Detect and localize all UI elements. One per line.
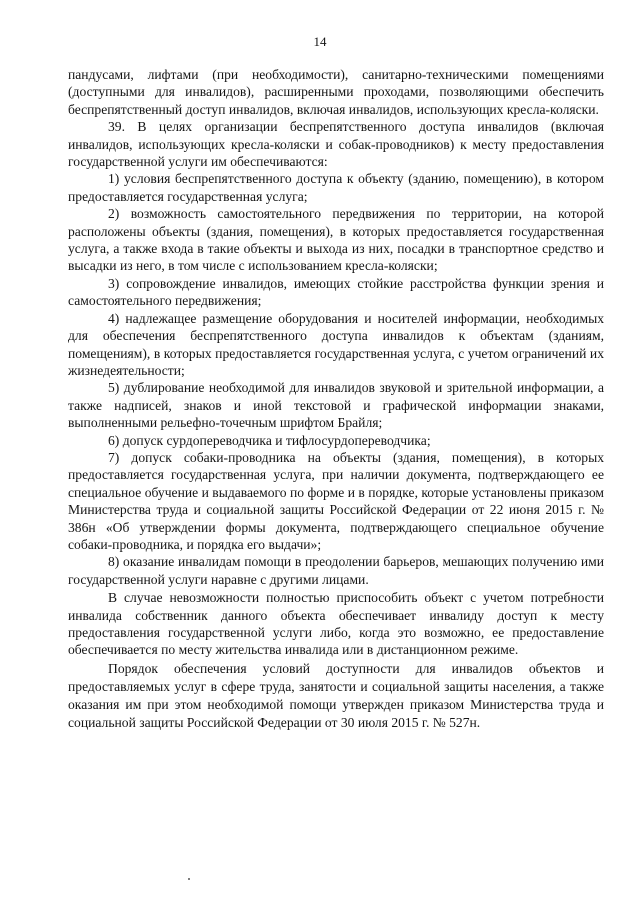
paragraph-item-39: 39. В целях организации беспрепятственного доступа инвалидов (включая инвалидов, использующих кресла-коляски и собак-проводников) к месту предоставления государственной услуги им обеспечиваются: — [68, 119, 604, 170]
paragraph-subitem-4: 4) надлежащее размещение оборудования и носителей информации, необходимых для обеспечения беспрепятственного доступа инвалидов к объектам (зданиям, помещениям), в которых предоставляется государственная услуга, с учетом ограничений их жизнедеятельности; — [68, 310, 604, 378]
paragraph-continuation: пандусами, лифтами (при необходимости), санитарно-техническими помещениями (доступными для инвалидов), расширенными проходами, позволяющими обеспечить беспрепятственный доступ инвалидов, включая инвалидов, использующих кресла-коляски. — [68, 67, 604, 117]
page-number: 14 — [313, 34, 327, 49]
paragraph-subitem-1: 1) условия беспрепятственного доступа к объекту (зданию, помещению), в котором предоставляется государственная услуга; — [68, 171, 604, 204]
paragraph-impossibility-case: В случае невозможности полностью приспособить объект с учетом потребности инвалида собственник данного объекта обеспечивает инвалиду доступ к месту предоставления государственной услуги либо, когда это возможно, ее предоставление обеспечивается по месту жительства инвалида или в дистанционном режиме. — [68, 590, 604, 658]
scan-speck — [188, 878, 190, 880]
paragraph-subitem-2: 2) возможность самостоятельного передвижения по территории, на которой расположены объекты (здания, помещения), в которых предоставляется государственная услуга, а также входа в такие объекты и выхода из них, посадки в транспортное средство и высадки из него, в том числе с использованием кресла-коляски; — [68, 206, 604, 274]
paragraph-subitem-7: 7) допуск собаки-проводника на объекты (здания, помещения), в которых предоставляется государственная услуга, при наличии документа, подтверждающего ее специальное обучение и выдаваемого по форме и в порядке, которые установлены приказом Министерства труда и социальной защиты Российской Федерации от 22 июня 2015 г. № 386н «Об утверждении формы документа, подтверждающего специальное обучение собаки-проводника, и порядка его выдачи»; — [68, 449, 604, 552]
paragraph-subitem-3: 3) сопровождение инвалидов, имеющих стойкие расстройства функции зрения и самостоятельного передвижения; — [68, 275, 604, 309]
paragraph-subitem-5: 5) дублирование необходимой для инвалидов звуковой и зрительной информации, а также надписей, знаков и иной текстовой и графической информации знаками, выполненными рельефно-точечным шрифтом Брайля; — [68, 380, 604, 431]
paragraph-subitem-8: 8) оказание инвалидам помощи в преодолении барьеров, мешающих получению ими государственной услуги наравне с другими лицами. — [68, 554, 604, 587]
paragraph-subitem-6: 6) допуск сурдопереводчика и тифлосурдопереводчика; — [108, 432, 431, 448]
paragraph-accessibility-order: Порядок обеспечения условий доступности для инвалидов объектов и предоставляемых услуг в сфере труда, занятости и социальной защиты населения, а также оказания им при этом необходимой помощи утвержден приказом Министерства труда и социальной защиты Российской Федерации от 30 июля 2015 г. № 527н. — [68, 660, 604, 731]
document-body — [68, 66, 604, 733]
